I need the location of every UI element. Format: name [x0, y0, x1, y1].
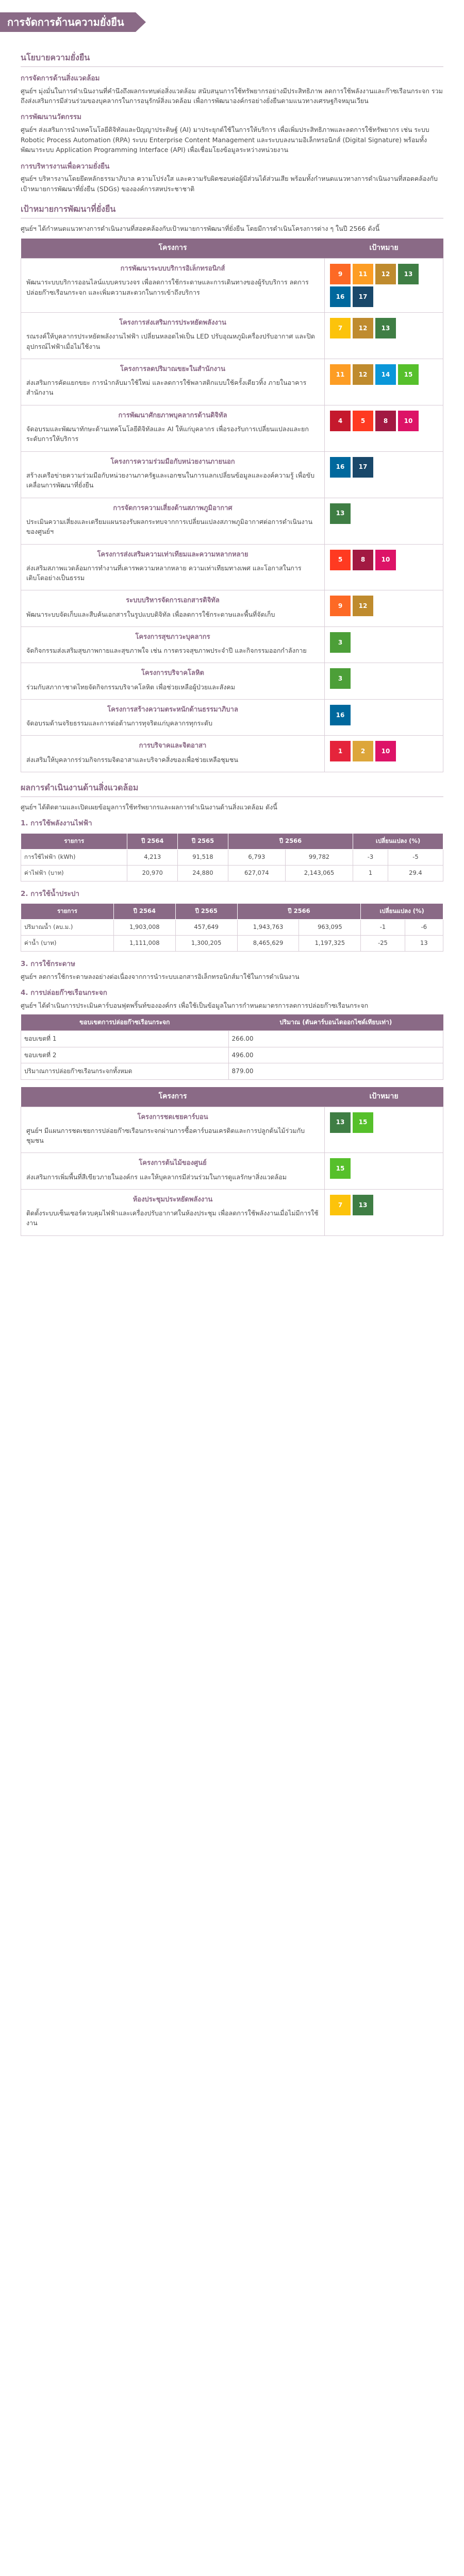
- sdg-goal-icon: 17: [353, 457, 373, 478]
- table-cell: 627,074: [228, 865, 285, 881]
- table-header: ปี 2565: [178, 834, 228, 850]
- policy-item-text: ศูนย์ฯ มุ่งมั่นในการดำเนินงานที่คำนึงถึงผลกระทบต่อสิ่งแวดล้อม สนับสนุนการใช้ทรัพยากรอย่างมีประสิทธิภาพ ลดการใช้พลังงานและก๊าซเรือนกระจก รวมถึงส่งเสริมการมีส่วนร่วมของบุคลากรในการอนุรักษ์สิ่งแวดล้อม เพื่อการพัฒนาองค์กรอย่างยั่งยืนตามแนวทางเศรษฐกิจหมุนเวียน: [21, 87, 443, 105]
- sdg-project-text: ส่งเสริมการคัดแยกขยะ การนำกลับมาใช้ใหม่ และลดการใช้พลาสติกแบบใช้ครั้งเดียวทิ้ง ภายในอาคารสำนักงาน: [26, 379, 307, 397]
- sdg-goal-cell: [325, 1107, 443, 1153]
- sdg-goal-icon: 9: [330, 596, 351, 616]
- sdg-icon-grid: [330, 457, 438, 478]
- sdg-goal-icon: 9: [330, 264, 351, 284]
- sdg-project-cell: [21, 405, 325, 451]
- sdg-table: [21, 239, 443, 772]
- sdg-project-text: ประเมินความเสี่ยงและเตรียมแผนรองรับผลกระทบจากการเปลี่ยนแปลงสภาพภูมิอากาศต่อการดำเนินงานของศูนย์ฯ: [26, 517, 312, 536]
- table-cell: -6: [405, 920, 443, 936]
- sdg-table-head-project: โครงการ: [21, 239, 325, 258]
- sdg-project-title: โครงการบริจาคโลหิต: [141, 669, 204, 677]
- table-cell: 13: [405, 936, 443, 952]
- table-header: ปี 2566: [237, 904, 361, 920]
- sdg-goal-cell: [325, 699, 443, 736]
- sdg-project-title: ระบบบริหารจัดการเอกสารดิจิทัล: [126, 597, 220, 605]
- table-row: [21, 936, 443, 952]
- sdg-project-cell: [21, 451, 325, 498]
- sdg-goal-icon: 10: [375, 741, 396, 761]
- table-cell: ขอบเขตที่ 2: [21, 1047, 229, 1063]
- sdg-goal-icon: 11: [353, 264, 373, 284]
- sdg-project-cell: [21, 699, 325, 736]
- table-row: [21, 849, 443, 865]
- table-cell: -3: [353, 849, 388, 865]
- sdg-goal-icon: 13: [330, 503, 351, 524]
- sdg-icon-grid: [330, 741, 438, 761]
- sdg-project-title: โครงการสร้างความตระหนักด้านธรรมาภิบาล: [107, 705, 238, 714]
- table-cell: 496.00: [228, 1047, 443, 1063]
- sdg-goal-icon: 7: [330, 318, 351, 338]
- table-cell: 6,793: [228, 849, 285, 865]
- sdg-goal-icon: 8: [375, 411, 396, 431]
- sdg-project-cell: [21, 590, 325, 627]
- table-cell: 266.00: [228, 1031, 443, 1047]
- sdg-row: [21, 359, 443, 405]
- sdg-project-cell: [21, 663, 325, 700]
- sdg-goal-icon: 10: [375, 550, 396, 570]
- electricity-title: 1. การใช้พลังงานไฟฟ้า: [21, 819, 92, 828]
- sdg-project-cell: [21, 498, 325, 544]
- table-cell: -5: [388, 849, 443, 865]
- sdg-goal-cell: [325, 544, 443, 590]
- sdg-goal-icon: 3: [330, 668, 351, 689]
- sdg-icon-grid: [330, 264, 438, 307]
- table-cell: 1,197,325: [299, 936, 361, 952]
- sdg-goal-icon: 17: [353, 286, 373, 307]
- sdg-row: [21, 313, 443, 359]
- sdg-project-text: จัดอบรมและพัฒนาทักษะด้านเทคโนโลยีดิจิทัลและ AI ให้แก่บุคลากร เพื่อรองรับการเปลี่ยนแปลงและยกระดับการให้บริการ: [26, 425, 309, 443]
- policy-items: [21, 73, 443, 194]
- table-cell: 8,465,629: [237, 936, 299, 952]
- table-header: ปริมาณ (ตันคาร์บอนไดออกไซด์เทียบเท่า): [228, 1014, 443, 1030]
- policy-item-title: การบริหารงานเพื่อความยั่งยืน: [21, 162, 110, 171]
- table-cell: การใช้ไฟฟ้า (kWh): [21, 849, 127, 865]
- page-title: การจัดการด้านความยั่งยืน: [0, 12, 136, 32]
- sdg-goal-cell: [325, 1189, 443, 1235]
- table-cell: 879.00: [228, 1063, 443, 1080]
- table-header: รายการ: [21, 904, 114, 920]
- sdg-project-text: รณรงค์ให้บุคลากรประหยัดพลังงานไฟฟ้า เปลี่ยนหลอดไฟเป็น LED ปรับอุณหภูมิเครื่องปรับอากาศ และปิดอุปกรณ์ไฟฟ้าเมื่อไม่ใช้งาน: [26, 332, 315, 350]
- sdg-project-cell: [21, 1189, 325, 1235]
- table-row: [21, 920, 443, 936]
- sdg-goal-icon: 5: [330, 550, 351, 570]
- sdg-goal-icon: 8: [353, 550, 373, 570]
- sdg-project-text: ส่งเสริมสภาพแวดล้อมการทำงานที่เคารพความหลากหลาย ความเท่าเทียมทางเพศ และโอกาสในการเติบโตอย่างเป็นธรรม: [26, 564, 302, 582]
- paper-text: ศูนย์ฯ ลดการใช้กระดาษลงอย่างต่อเนื่องจากการนำระบบเอกสารอิเล็กทรอนิกส์มาใช้ในการดำเนินงาน: [21, 972, 300, 980]
- sdg-project-text: ติดตั้งระบบเซ็นเซอร์ควบคุมไฟฟ้าและเครื่องปรับอากาศในห้องประชุม เพื่อลดการใช้พลังงานเมื่อไม่มีการใช้งาน: [26, 1209, 319, 1227]
- sdg-goal-icon: 12: [353, 318, 373, 338]
- ghg-text: ศูนย์ฯ ได้ดำเนินการประเมินคาร์บอนฟุตพริ้นท์ขององค์กร เพื่อใช้เป็นข้อมูลในการกำหนดมาตรการลดการปล่อยก๊าซเรือนกระจก: [21, 1002, 369, 1010]
- sdg-goal-icon: 13: [353, 1195, 373, 1215]
- sdg-project-cell: [21, 626, 325, 663]
- sdg-row: [21, 590, 443, 627]
- env-intro: ศูนย์ฯ ได้ติดตามและเปิดเผยข้อมูลการใช้ทรัพยากรและผลการดำเนินงานด้านสิ่งแวดล้อม ดังนี้: [21, 803, 277, 811]
- water-title: 2. การใช้น้ำประปา: [21, 889, 80, 898]
- sdg-row: [21, 451, 443, 498]
- sdg-project-title: ห้องประชุมประหยัดพลังงาน: [132, 1195, 213, 1204]
- sdg-icon-grid: [330, 318, 438, 338]
- sdg-icon-grid: [330, 411, 438, 431]
- sdg-goal-icon: 10: [398, 411, 419, 431]
- sdg-goal-icon: 4: [330, 411, 351, 431]
- sdg-goal-icon: 15: [330, 1158, 351, 1179]
- sdg-icon-grid: [330, 364, 438, 385]
- content: [0, 32, 464, 1236]
- table-cell: 1,300,205: [175, 936, 237, 952]
- sdg-project-text: พัฒนาระบบบริการออนไลน์แบบครบวงจร เพื่อลดการใช้กระดาษและการเดินทางของผู้รับบริการ ลดการปล่อยก๊าซเรือนกระจก และเพิ่มความสะดวกในการเข้าถึงบริการ: [26, 278, 309, 296]
- table-cell: ค่าน้ำ (บาท): [21, 936, 114, 952]
- sdg-project-cell: [21, 1153, 325, 1190]
- sdg-project-title: การจัดการความเสี่ยงด้านสภาพภูมิอากาศ: [113, 504, 233, 512]
- sdg-project-cell: [21, 1107, 325, 1153]
- table-header: ปี 2564: [127, 834, 178, 850]
- sdg-icon-grid: [330, 550, 438, 570]
- table-cell: 1,111,008: [113, 936, 175, 952]
- ghg-table: [21, 1014, 443, 1079]
- sdg-goal-cell: [325, 259, 443, 313]
- policy-item-title: การพัฒนานวัตกรรม: [21, 113, 82, 122]
- policy-item-title: การจัดการด้านสิ่งแวดล้อม: [21, 74, 100, 82]
- sdg-goal-cell: [325, 359, 443, 405]
- sdg-goal-cell: [325, 498, 443, 544]
- sdg-table-head-goal: เป้าหมาย: [325, 239, 443, 258]
- sdg-table-2: [21, 1087, 443, 1236]
- section-head-sdg: เป้าหมายการพัฒนาที่ยั่งยืน: [21, 203, 443, 218]
- sdg-goal-cell: [325, 313, 443, 359]
- water-table: [21, 903, 443, 951]
- sdg-goal-icon: 16: [330, 705, 351, 725]
- sdg-goal-cell: [325, 626, 443, 663]
- sdg-goal-cell: [325, 405, 443, 451]
- policy-item-text: ศูนย์ฯ ส่งเสริมการนำเทคโนโลยีดิจิทัลและปัญญาประดิษฐ์ (AI) มาประยุกต์ใช้ในการให้บริการ เพื่อเพิ่มประสิทธิภาพและลดการใช้ทรัพยากร เช่น ระบบ Robotic Process Automation (RPA) ระบบ Enterprise Content Management และระบบลงนามอิเล็กทรอนิกส์ (Digital Signature) พร้อมทั้งพัฒนาระบบ Application Programming Interface (API) เพื่อเชื่อมโยงข้อมูลระหว่างหน่วยงาน: [21, 126, 429, 154]
- sdg-project-title: โครงการสุขภาวะบุคลากร: [135, 633, 210, 641]
- table-cell: -25: [361, 936, 405, 952]
- sdg-goal-icon: 15: [353, 1112, 373, 1133]
- sdg-row: [21, 405, 443, 451]
- table-cell: 963,095: [299, 920, 361, 936]
- sdg-project-text: พัฒนาระบบจัดเก็บและสืบค้นเอกสารในรูปแบบดิจิทัล เพื่อลดการใช้กระดาษและพื้นที่จัดเก็บ: [26, 610, 275, 618]
- sdg-project-text: ส่งเสริมการเพิ่มพื้นที่สีเขียวภายในองค์กร และให้บุคลากรมีส่วนร่วมในการดูแลรักษาสิ่งแวดล้อม: [26, 1173, 287, 1181]
- section-head-policy: นโยบายความยั่งยืน: [21, 52, 443, 67]
- sdg-goal-icon: 12: [375, 264, 396, 284]
- sdg-goal-icon: 1: [330, 741, 351, 761]
- table-cell: 29.4: [388, 865, 443, 881]
- sdg-project-title: การบริจาคและจิตอาสา: [139, 742, 207, 750]
- sdg-project-text: ศูนย์ฯ มีแผนการชดเชยการปล่อยก๊าซเรือนกระจกผ่านการซื้อคาร์บอนเครดิตและการปลูกต้นไม้ร่วมกับชุมชน: [26, 1126, 305, 1145]
- table-cell: 24,880: [178, 865, 228, 881]
- sdg-goal-cell: [325, 663, 443, 700]
- sdg-goal-icon: 14: [375, 364, 396, 385]
- sdg-project-title: โครงการความร่วมมือกับหน่วยงานภายนอก: [110, 457, 235, 466]
- sdg-project-cell: [21, 313, 325, 359]
- table-cell: ปริมาณน้ำ (ลบ.ม.): [21, 920, 114, 936]
- sdg-row: [21, 699, 443, 736]
- sdg-icon-grid: [330, 596, 438, 616]
- sdg-goal-icon: 12: [353, 364, 373, 385]
- table-cell: 1: [353, 865, 388, 881]
- paper-title: 3. การใช้กระดาษ: [21, 959, 75, 968]
- sdg-row: [21, 544, 443, 590]
- sdg-goal-icon: 16: [330, 286, 351, 307]
- table-header: เปลี่ยนแปลง (%): [361, 904, 443, 920]
- sdg-goal-cell: [325, 736, 443, 772]
- sdg-row: [21, 663, 443, 700]
- sdg-icon-grid: [330, 1195, 438, 1215]
- sdg-project-title: การพัฒนาระบบบริการอิเล็กทรอนิกส์: [120, 265, 225, 273]
- table-cell: 20,970: [127, 865, 178, 881]
- table-header: ปี 2566: [228, 834, 353, 850]
- table-header: เปลี่ยนแปลง (%): [353, 834, 443, 850]
- sdg-icon-grid: [330, 503, 438, 524]
- table-cell: 4,213: [127, 849, 178, 865]
- sdg-row: [21, 1189, 443, 1235]
- sdg-icon-grid: [330, 1112, 438, 1133]
- ghg-title: 4. การปล่อยก๊าซเรือนกระจก: [21, 989, 107, 997]
- sdg-goal-cell: [325, 590, 443, 627]
- sdg-project-title: โครงการส่งเสริมความเท่าเทียมและความหลากหลาย: [97, 550, 248, 558]
- table-header: ปี 2564: [113, 904, 175, 920]
- table-cell: 2,143,065: [285, 865, 353, 881]
- table-row: [21, 1063, 443, 1080]
- table-cell: 457,649: [175, 920, 237, 936]
- section-head-environment: ผลการดำเนินงานด้านสิ่งแวดล้อม: [21, 782, 443, 797]
- sdg-row: [21, 259, 443, 313]
- sdg-row: [21, 626, 443, 663]
- sdg-goal-icon: 13: [398, 264, 419, 284]
- sdg-goal-icon: 15: [398, 364, 419, 385]
- sdg-row: [21, 736, 443, 772]
- sdg-project-title: โครงการส่งเสริมการประหยัดพลังงาน: [119, 319, 226, 327]
- sdg-intro: ศูนย์ฯ ได้กำหนดแนวทางการดำเนินงานที่สอดคล้องกับเป้าหมายการพัฒนาที่ยั่งยืน โดยมีการดำเนินโครงการต่าง ๆ ในปี 2566 ดังนี้: [21, 224, 380, 232]
- sdg-goal-icon: 16: [330, 457, 351, 478]
- sdg-project-title: การพัฒนาศักยภาพบุคลากรด้านดิจิทัล: [118, 411, 227, 419]
- sdg-goal-icon: 7: [330, 1195, 351, 1215]
- table-cell: 99,782: [285, 849, 353, 865]
- sdg-goal-cell: [325, 451, 443, 498]
- table-row: [21, 865, 443, 881]
- table-cell: 1,903,008: [113, 920, 175, 936]
- title-bar: [0, 12, 464, 32]
- table-header: ขอบเขตการปล่อยก๊าซเรือนกระจก: [21, 1014, 229, 1030]
- sdg-project-text: จัดอบรมด้านจริยธรรมและการต่อต้านการทุจริตแก่บุคลากรทุกระดับ: [26, 719, 213, 727]
- sdg-project-title: โครงการลดปริมาณขยะในสำนักงาน: [120, 365, 225, 373]
- table-row: [21, 1047, 443, 1063]
- policy-item-text: ศูนย์ฯ บริหารงานโดยยึดหลักธรรมาภิบาล ความโปร่งใส และความรับผิดชอบต่อผู้มีส่วนได้ส่วนเสีย พร้อมทั้งกำหนดแนวทางการดำเนินงานที่สอดคล้องกับเป้าหมายการพัฒนาที่ยั่งยืน (SDGs) ขององค์การสหประชาชาติ: [21, 175, 438, 193]
- sdg-project-title: โครงการต้นไม้ของศูนย์: [139, 1159, 207, 1167]
- sdg-goal-icon: 13: [375, 318, 396, 338]
- sdg-goal-icon: 5: [353, 411, 373, 431]
- sdg-project-text: ร่วมกับสภากาชาดไทยจัดกิจกรรมบริจาคโลหิต เพื่อช่วยเหลือผู้ป่วยและสังคม: [26, 683, 235, 691]
- sdg-goal-cell: [325, 1153, 443, 1190]
- table-cell: ค่าไฟฟ้า (บาท): [21, 865, 127, 881]
- sdg-project-text: สร้างเครือข่ายความร่วมมือกับหน่วยงานภาครัฐและเอกชนในการแลกเปลี่ยนข้อมูลและองค์ความรู้ เพื่อขับเคลื่อนการพัฒนาที่ยั่งยืน: [26, 471, 315, 489]
- sdg-project-cell: [21, 544, 325, 590]
- sdg-project-cell: [21, 259, 325, 313]
- sdg-project-text: จัดกิจกรรมส่งเสริมสุขภาพกายและสุขภาพใจ เช่น การตรวจสุขภาพประจำปี และกิจกรรมออกกำลังกาย: [26, 647, 307, 655]
- sdg-goal-icon: 11: [330, 364, 351, 385]
- table-cell: -1: [361, 920, 405, 936]
- table-cell: ปริมาณการปล่อยก๊าซเรือนกระจกทั้งหมด: [21, 1063, 229, 1080]
- table-cell: 1,943,763: [237, 920, 299, 936]
- electricity-table: [21, 833, 443, 881]
- sdg-icon-grid: [330, 705, 438, 725]
- sdg-project-cell: [21, 736, 325, 772]
- sdg-row: [21, 1153, 443, 1190]
- table-cell: 91,518: [178, 849, 228, 865]
- sdg-goal-icon: 2: [353, 741, 373, 761]
- sdg-goal-icon: 13: [330, 1112, 351, 1133]
- sdg-row: [21, 498, 443, 544]
- table-header: รายการ: [21, 834, 127, 850]
- table-header: ปี 2565: [175, 904, 237, 920]
- sdg-icon-grid: [330, 632, 438, 653]
- sdg-project-title: โครงการชดเชยคาร์บอน: [137, 1113, 208, 1121]
- sdg-icon-grid: [330, 668, 438, 689]
- sdg-goal-icon: 12: [353, 596, 373, 616]
- sdg-project-text: ส่งเสริมให้บุคลากรร่วมกิจกรรมจิตอาสาและบริจาคสิ่งของเพื่อช่วยเหลือชุมชน: [26, 755, 238, 764]
- table-cell: ขอบเขตที่ 1: [21, 1031, 229, 1047]
- sdg-goal-icon: 3: [330, 632, 351, 653]
- sdg-row: [21, 1107, 443, 1153]
- sdg-icon-grid: [330, 1158, 438, 1179]
- table-row: [21, 1031, 443, 1047]
- sdg-table2-head-goal: เป้าหมาย: [325, 1087, 443, 1107]
- sdg-table2-head-project: โครงการ: [21, 1087, 325, 1107]
- sdg-project-cell: [21, 359, 325, 405]
